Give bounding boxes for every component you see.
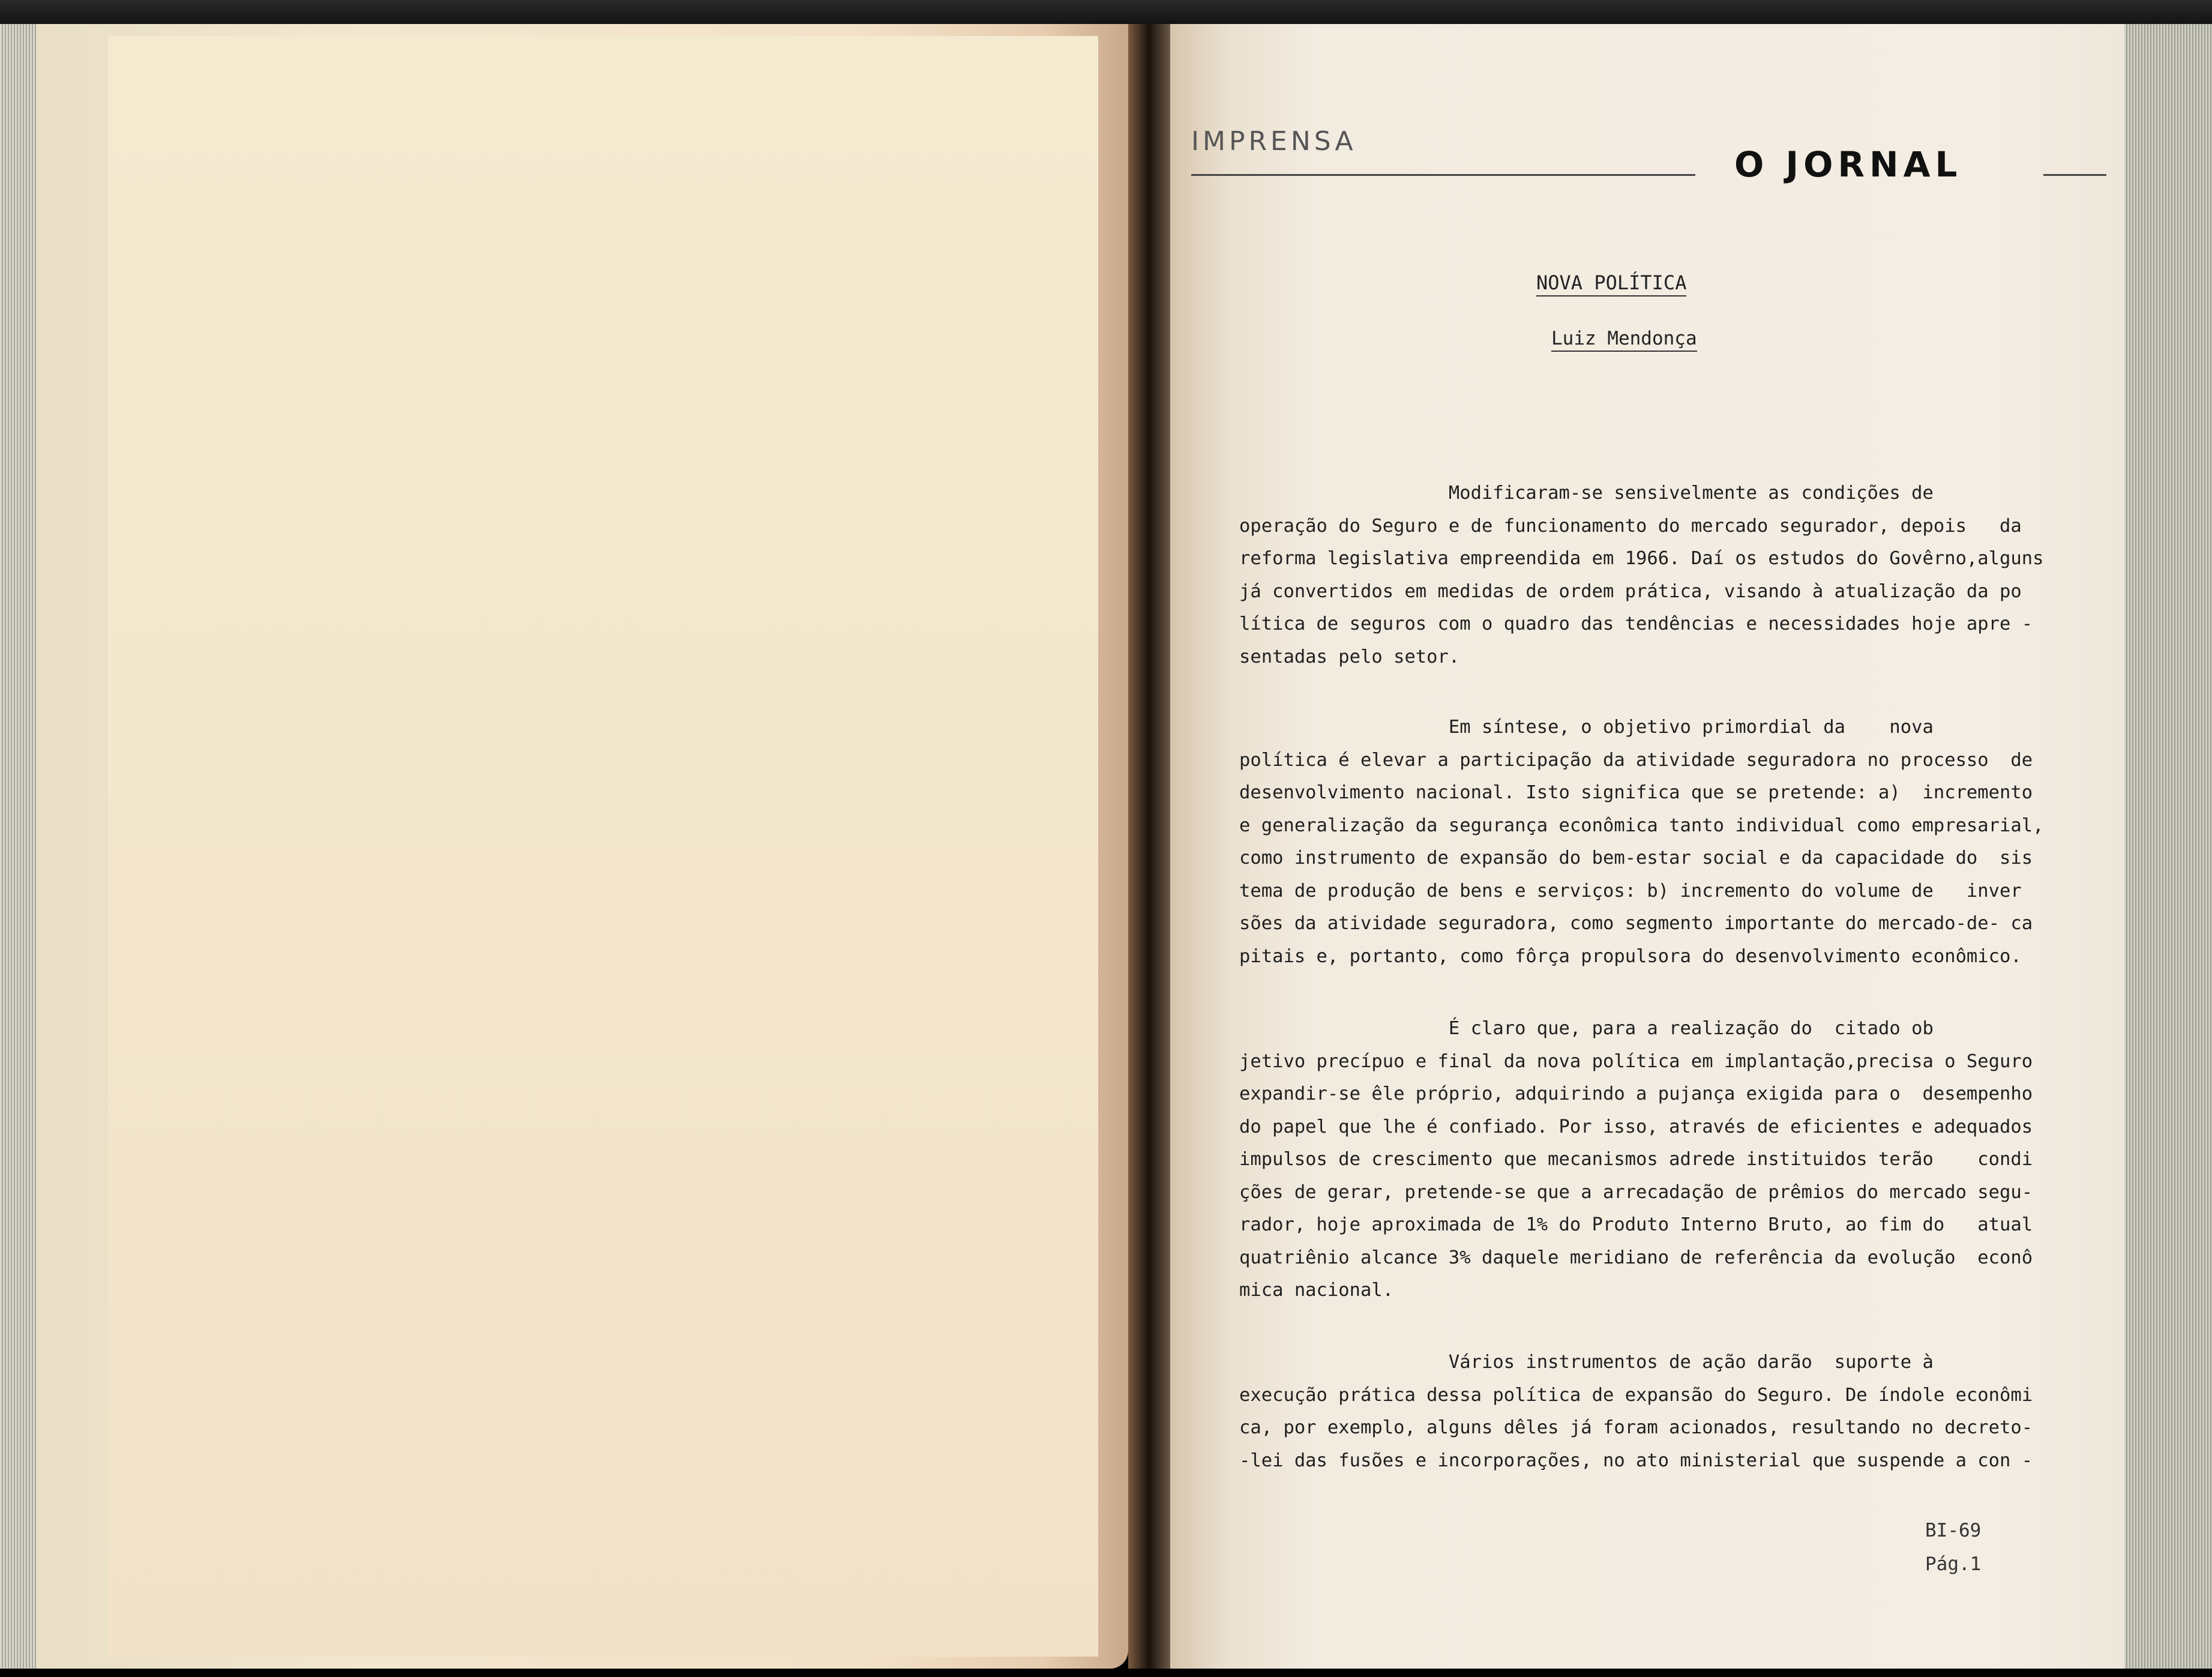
article-title: NOVA POLÍTICA [1536, 271, 1686, 297]
right-page-stack-edge [2124, 24, 2212, 1669]
book-gutter [1128, 24, 1170, 1669]
left-page-stack-edge [0, 24, 36, 1669]
page-footer [1925, 1514, 1981, 1581]
article-paragraph: Modificaram-se sensivelmente as condições de operação do Seguro e de funcionamento do mercado segurador, depois reforma legislativa empreendida em 1966. Daí os estudos do Govêrno,alguns já convertidos em medidas de ordem prática, visando à atualização da lítica de seguros com o quadro das tendências e necessidades hoje apre sentadas pelo setor. [1239, 483, 2044, 667]
section-label: IMPRENSA [1191, 126, 1357, 157]
article-paragraph: Vários instrumentos de ação darão suporte à execução prática dessa política de expansão do Seguro. De índole econômi ca, por exemplo, alguns dêles já foram acionados, resultando no decreto- -lei das fusões e incorporações, no ato ministerial que suspende a con [1239, 1352, 2033, 1471]
bulletin-code: BI-69 [1925, 1520, 1982, 1541]
header-rule-left [1191, 174, 1695, 176]
page-number: Pág.1 [1925, 1553, 1982, 1575]
header-rule-right [2043, 174, 2106, 176]
page-header [1191, 126, 2106, 185]
article-paragraph: Em síntese, o objetivo primordial da nova política é elevar a participação da atividade seguradora no processo desenvolvimento nacional. Isto significa que se pretende: a) incremento e generalização da segurança econômica tanto individual como empresarial, como instrumento de expansão do bem-estar social e da capacidade do tema de produção de bens e serviços: b) incremento do volume de inver sões da atividade seguradora, como segmento importante do mercado-de- pitais e, portanto, como fôrça propulsora do desenvolvimento econômico. [1239, 717, 2044, 967]
publication-name: O JORNAL [1734, 144, 1962, 185]
article-author: Luiz Mendonça [1551, 328, 1697, 352]
left-page-blank [36, 24, 1128, 1669]
left-page-paper [108, 36, 1098, 1657]
article-paragraph: É claro que, para a realização do citado ob jetivo precípuo e final da nova política em implantação,precisa o Seguro expandir-se êle próprio, adquirindo a pujança exigida para o desempenho do papel que lhe é confiado. Por isso, através de eficientes e adequados impulsos de crescimento que mecanismos adrede instituidos terão ções de gerar, pretende-se que a arrecadação de prêmios do mercado rador, hoje aproximada de 1% do Produto Interno Bruto, ao fim do quatriênio alcance 3% daquele meridiano de referência da evolução mica nacional. [1239, 1018, 2033, 1301]
